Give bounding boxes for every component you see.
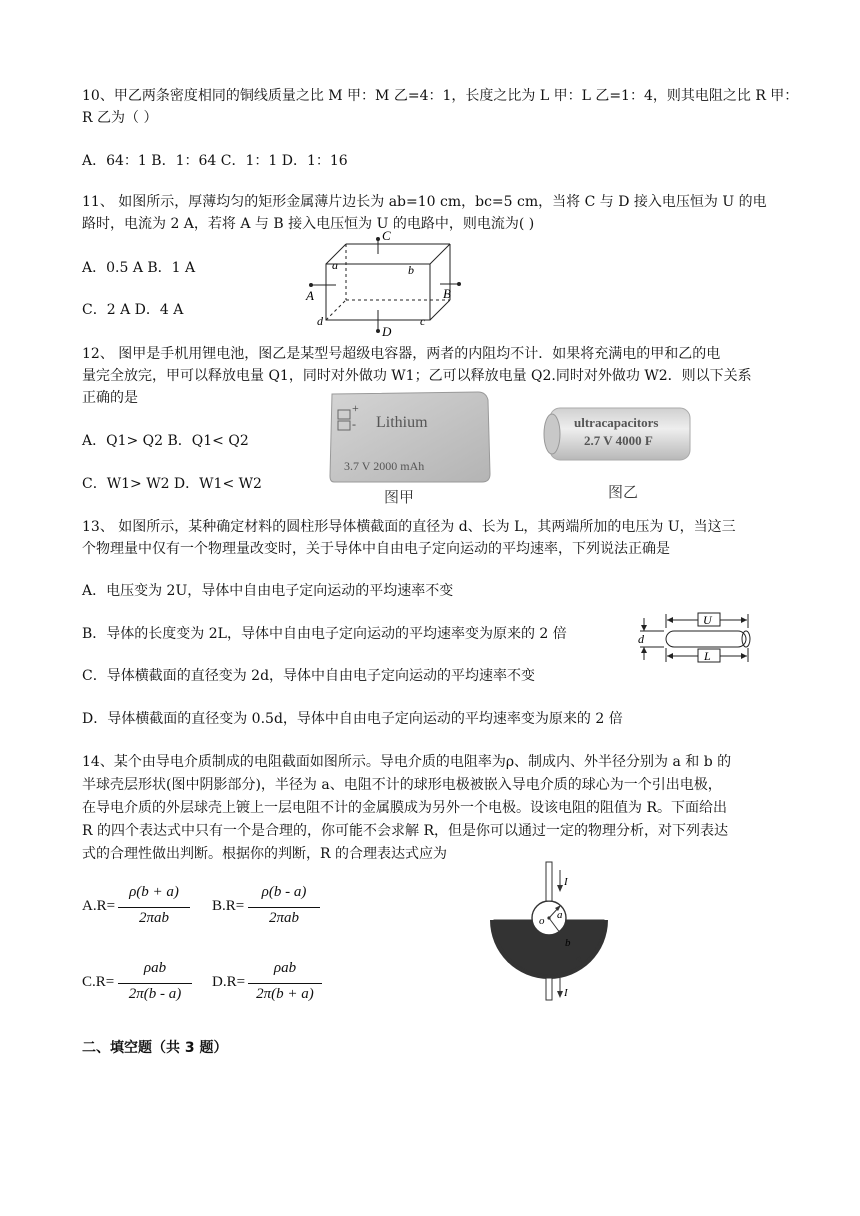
q14-stem-line4: R 的四个表达式中只有一个是合理的，你可能不会求解 R，但是你可以通过一定的物理分析，对下列表达 bbox=[82, 823, 728, 839]
q14-option-c bbox=[82, 960, 232, 1010]
q14-stem-line3: 在导电介质的外层球壳上镀上一层电阻不计的金属膜成为另外一个电极。设该电阻的阻值为 R。下面给出 bbox=[82, 800, 727, 816]
q14-option-c-numerator: ρab bbox=[143, 960, 167, 976]
q14-option-a-label: A.R= bbox=[82, 898, 116, 914]
q14-option-a-denominator: 2πab bbox=[138, 910, 169, 926]
q13-label-d: d bbox=[638, 632, 644, 646]
q10-stem-line1: 10、甲乙两条密度相同的铜线质量之比 M 甲：M 乙=4：1，长度之比为 L 甲：L 乙=1：4，则其电阻之比 R 甲： bbox=[82, 88, 799, 104]
q11-stem-line2: 路时，电流为 2 A，若将 A 与 B 接入电压恒为 U 的电路中，则电流为( ) bbox=[82, 216, 535, 232]
q11-corner-d: d bbox=[317, 314, 323, 328]
q14-option-d-label: D.R= bbox=[212, 974, 246, 990]
q14-option-a bbox=[82, 884, 232, 934]
q14-option-d bbox=[212, 960, 362, 1010]
q13-stem-line1: 13、 如图所示，某种确定材料的圆柱形导体横截面的直径为 d、长为 L，其两端所加的电压为 U，当这三 bbox=[82, 519, 736, 535]
q11-metal-plate-figure bbox=[300, 228, 470, 340]
q11-corner-c: c bbox=[420, 314, 426, 328]
q13-label-U: U bbox=[703, 613, 712, 627]
q11-label-A: A bbox=[306, 288, 314, 303]
q14-current-bottom-label: I bbox=[564, 987, 568, 999]
q14-stem-line5: 式的合理性做出判断。根据你的判断，R 的合理表达式应为 bbox=[82, 846, 447, 862]
q14-option-b-numerator: ρ(b - a) bbox=[261, 884, 307, 900]
q14-radius-a-label: a bbox=[557, 909, 563, 921]
q13-label-L: L bbox=[704, 649, 711, 663]
q13-option-b: B．导体的长度变为 2L，导体中自由电子定向运动的平均速率变为原来的 2 倍 bbox=[82, 626, 567, 642]
q12-battery-title: Lithium bbox=[376, 414, 428, 431]
q14-center-label: o bbox=[539, 915, 545, 927]
q12-capacitor-title: ultracapacitors bbox=[574, 415, 659, 430]
q12-options-row2: C．W1> W2 D．W1< W2 bbox=[82, 476, 262, 492]
svg-text:+: + bbox=[352, 401, 359, 415]
q14-option-a-numerator: ρ(b + a) bbox=[129, 884, 179, 900]
q12-battery-image bbox=[328, 390, 498, 508]
q12-battery-spec: 3.7 V 2000 mAh bbox=[344, 459, 425, 473]
q13-stem-line2: 个物理量中仅有一个物理量改变时，关于导体中自由电子定向运动的平均速率，下列说法正确是 bbox=[82, 541, 670, 557]
q11-corner-a: a bbox=[332, 258, 338, 272]
q11-options-row2: C．2 A D．4 A bbox=[82, 302, 184, 318]
q10-stem-line2: R 乙为（ ） bbox=[82, 110, 158, 126]
q12-options-row1: A．Q1> Q2 B．Q1< Q2 bbox=[82, 433, 249, 449]
q12-capacitor-spec: 2.7 V 4000 F bbox=[584, 433, 653, 448]
q13-option-a: A．电压变为 2U，导体中自由电子定向运动的平均速率不变 bbox=[82, 583, 454, 599]
q11-label-B: B bbox=[443, 286, 451, 301]
svg-text:-: - bbox=[352, 417, 356, 431]
q12-stem-line3: 正确的是 bbox=[82, 390, 138, 406]
q11-stem-line1: 11、 如图所示，厚薄均匀的矩形金属薄片边长为 ab=10 cm，bc=5 cm，当将 C 与 D 接入电压恒为 U 的电 bbox=[82, 194, 767, 210]
q11-corner-b: b bbox=[408, 263, 414, 277]
q12-capacitor-caption: 图乙 bbox=[608, 485, 639, 501]
q14-option-b bbox=[212, 884, 362, 934]
q12-stem-line2: 量完全放完，甲可以释放电量 Q1，同时对外做功 W1；乙可以释放电量 Q2.同时对外做功 W2．则以下关系 bbox=[82, 368, 752, 384]
q14-option-d-denominator: 2π(b + a) bbox=[256, 986, 314, 1002]
q14-stem-line2: 半球壳层形状(图中阴影部分)，半径为 a、电阻不计的球形电极被嵌入导电介质的球心为一个引出电极， bbox=[82, 777, 722, 793]
q13-cylinder-figure bbox=[630, 610, 760, 666]
q14-stem-line1: 14、某个由导电介质制成的电阻截面如图所示。导电介质的电阻率为ρ、制成内、外半径分别为 a 和 b 的 bbox=[82, 754, 732, 770]
q14-option-b-denominator: 2πab bbox=[268, 910, 299, 926]
q14-current-top-label: I bbox=[564, 876, 568, 888]
q14-option-b-label: B.R= bbox=[212, 898, 245, 914]
q14-option-c-denominator: 2π(b - a) bbox=[128, 986, 182, 1002]
q14-radius-b-label: b bbox=[565, 937, 571, 949]
q12-stem-line1: 12、 图甲是手机用锂电池，图乙是某型号超级电容器，两者的内阻均不计．如果将充满电的甲和乙的电 bbox=[82, 346, 721, 362]
q11-label-C: C bbox=[382, 228, 391, 243]
q14-option-c-label: C.R= bbox=[82, 974, 115, 990]
q11-label-D: D bbox=[382, 324, 392, 339]
q14-option-d-numerator: ρab bbox=[273, 960, 297, 976]
q13-option-d: D．导体横截面的直径变为 0.5d，导体中自由电子定向运动的平均速率变为原来的 2 倍 bbox=[82, 711, 623, 727]
q13-option-c: C．导体横截面的直径变为 2d，导体中自由电子定向运动的平均速率不变 bbox=[82, 668, 536, 684]
q12-capacitor-image bbox=[538, 400, 698, 504]
q12-battery-caption: 图甲 bbox=[384, 490, 415, 506]
q11-options-row1: A．0.5 A B．1 A bbox=[82, 260, 196, 276]
q10-options: A．64：1 B．1：64 C．1：1 D．1：16 bbox=[82, 153, 348, 169]
section-fill-blank-heading: 二、填空题（共 3 题） bbox=[82, 1040, 228, 1056]
q14-hemisphere-figure bbox=[484, 860, 614, 1002]
